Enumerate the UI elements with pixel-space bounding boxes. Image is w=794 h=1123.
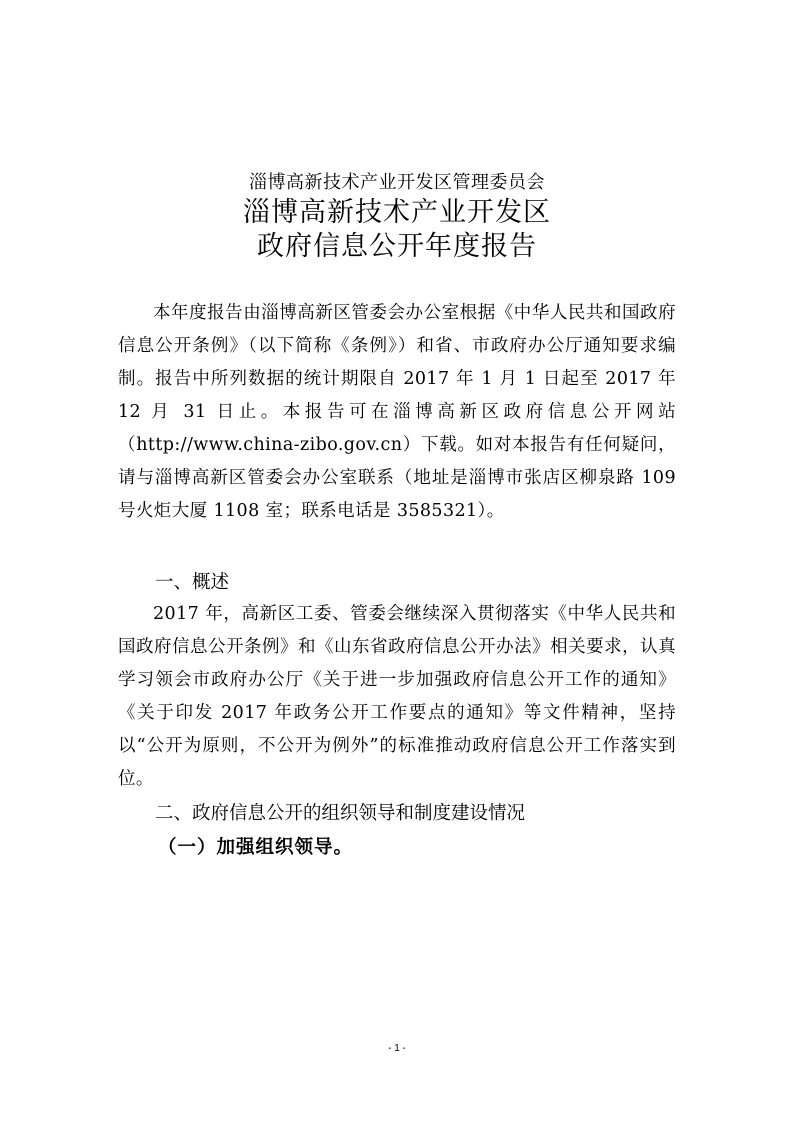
page-number: - 1 - — [388, 1043, 406, 1054]
report-title-line-1: 淄博高新技术产业开发区 — [243, 197, 551, 228]
intro-paragraph: 本年度报告由淄博高新区管委会办公室根据《中华人民共和国政府信息公开条例》（以下简称《条例》）和省、市政府办公厅通知要求编制。报告中所列数据的统计期限自 2017 年 1 月 1 日起至 2017 年 12 月 31 日止。本报告可在淄博高新区政府信息公开网站（http://www.china-zibo.gov.cn）下载。如对本报告有任何疑问，请与淄博高新区管委会办公室联系（地址是淄博市张店区柳泉路 109 号火炬大厦 1108 室；联系电话是 3585321）。 — [118, 303, 676, 521]
overview-heading: 一、概述 — [155, 572, 230, 593]
organization-subheading: （一）加强组织领导。 — [158, 837, 354, 858]
report-title-line-2: 政府信息公开年度报告 — [257, 231, 537, 262]
overview-paragraph: 2017 年，高新区工委、管委会继续深入贯彻落实《中华人民共和国政府信息公开条例》和《山东省政府信息公开办法》相关要求，认真学习领会市政府办公厅《关于进一步加强政府信息公开工作的通知》《关于印发 2017 年政务公开工作要点的通知》等文件精神，坚持以“公开为原则，不公开为例外”的标准推动政府信息公开工作落实到位。 — [118, 604, 676, 789]
organization-name: 淄博高新技术产业开发区管理委员会 — [249, 172, 545, 193]
organization-section-heading: 二、政府信息公开的组织领导和制度建设情况 — [155, 803, 526, 824]
